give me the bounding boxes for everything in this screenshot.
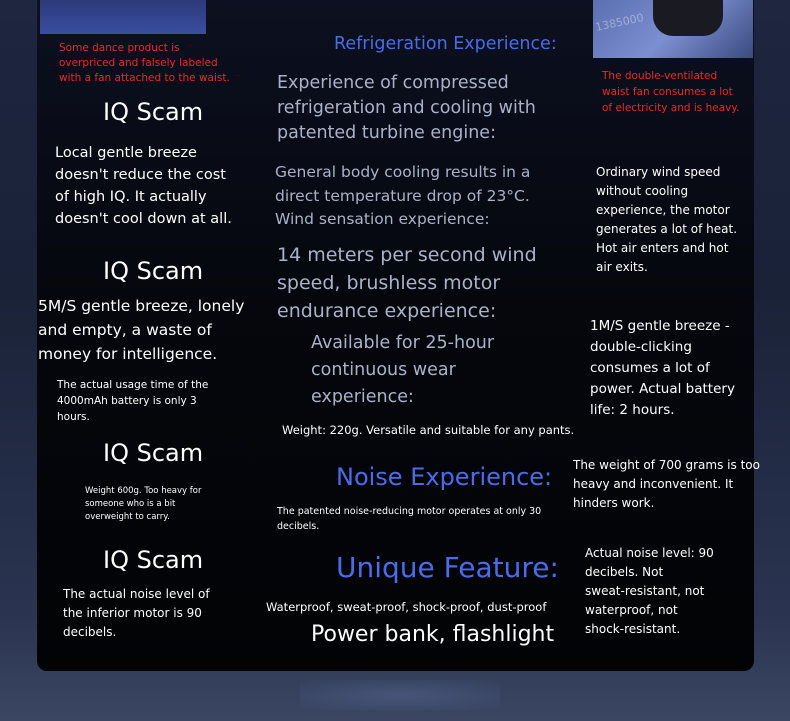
center-text-power-bank: Power bank, flashlight (311, 622, 555, 647)
left-text-noise: The actual noise level of the inferior motor is 90 decibels. (63, 587, 210, 639)
left-note-battery: The actual usage time of the 4000mAh battery is only 3 hours. (57, 379, 209, 423)
watermark: 1385000 (594, 11, 645, 34)
noise-title: Noise Experience: (336, 463, 553, 491)
center-text-noise: The patented noise-reducing motor operates at only 30 decibels. (277, 506, 542, 532)
left-note-overpriced: Some dance product is overpriced and falsely labeled with a fan attached to the waist. (59, 42, 230, 84)
unique-feature-title: Unique Feature: (336, 551, 559, 584)
center-text-compressed: Experience of compressed refrigeration and cooling with patented turbine engine: (277, 73, 536, 143)
center-text-weight: Weight: 220g. Versatile and suitable for any pants. (282, 423, 575, 437)
right-text-noise: Actual noise level: 90 decibels. Not sweat-resistant, not waterproof, not shock-resistant. (585, 546, 714, 636)
product-fan-shape (653, 0, 723, 36)
iq-scam-heading-4: IQ Scam (103, 546, 204, 574)
left-text-wind-speed: 5M/S gentle breeze, lonely and empty, a waste of money for intelligence. (38, 297, 245, 363)
iq-scam-heading-1: IQ Scam (103, 98, 204, 126)
center-text-cooling: General body cooling results in a direct temperature drop of 23°C. Wind sensation experience: (275, 163, 531, 228)
right-note-double-ventilated: The double-ventilated waist fan consumes a lot of electricity and is heavy. (602, 70, 740, 114)
center-text-features: Waterproof, sweat-proof, shock-proof, dust-proof (266, 600, 547, 614)
center-text-wind: 14 meters per second wind speed, brushless motor endurance experience: (277, 244, 537, 322)
product-image-right (593, 0, 753, 58)
right-text-battery: 1M/S gentle breeze - double-clicking consumes a lot of power. Actual battery life: 2 hours. (590, 318, 735, 418)
left-text-breeze: Local gentle breeze doesn't reduce the cost of high IQ. It actually doesn't cool down at all. (55, 145, 232, 227)
product-image-left (40, 0, 206, 34)
left-note-weight: Weight 600g. Too heavy for someone who is a bit overweight to carry. (85, 486, 202, 522)
iq-scam-heading-3: IQ Scam (103, 439, 204, 467)
right-text-weight: The weight of 700 grams is too heavy and inconvenient. It hinders work. (573, 458, 760, 510)
center-text-duration: Available for 25-hour continuous wear experience: (311, 333, 495, 407)
refrigeration-title: Refrigeration Experience: (334, 34, 557, 54)
right-text-wind-speed: Ordinary wind speed without cooling experience, the motor generates a lot of heat. Hot air enters and hot air exits. (596, 165, 738, 274)
bottom-glow (300, 680, 500, 710)
iq-scam-heading-2: IQ Scam (103, 257, 204, 285)
